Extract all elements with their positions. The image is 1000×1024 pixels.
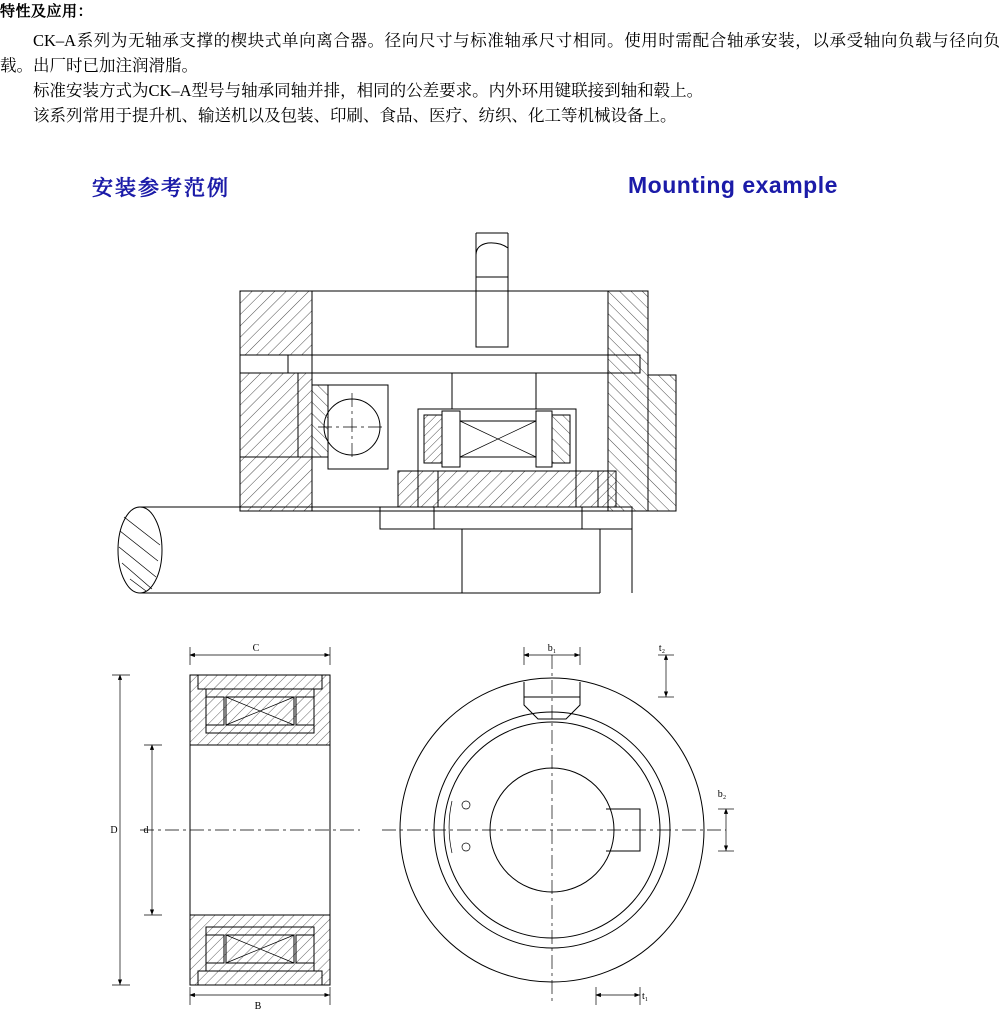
label-C: C xyxy=(252,643,260,654)
front-circular-view xyxy=(382,643,734,1005)
top-assembly-drawing xyxy=(118,233,676,593)
label-t1: t₁ xyxy=(642,991,649,1002)
label-b2: b₂ xyxy=(717,789,727,800)
paragraph-3: 该系列常用于提升机、输送机以及包装、印刷、食品、医疗、纺织、化工等机械设备上。 xyxy=(33,106,677,125)
body-text xyxy=(0,28,1000,128)
label-b1: b₁ xyxy=(547,643,557,654)
label-B: B xyxy=(254,1001,262,1012)
mounting-example-figure xyxy=(0,215,1000,615)
figure-headings xyxy=(0,172,1000,212)
paragraph-2: 标准安装方式为CK–A型号与轴承同轴并排，相同的公差要求。内外环用键联接到轴和毂上。 xyxy=(33,81,704,100)
dimension-figure xyxy=(0,625,1000,1024)
label-D: D xyxy=(110,825,118,836)
label-d: d xyxy=(143,825,149,836)
heading-english: Mounting example xyxy=(628,172,838,198)
label-t2: t₂ xyxy=(658,643,666,654)
section-title: 特性及应用： xyxy=(0,3,94,20)
side-section-view xyxy=(110,643,360,1012)
paragraph-1: CK–A系列为无轴承支撑的楔块式单向离合器。径向尺寸与标准轴承尺寸相同。使用时需配合轴承安装，以承受轴向负载与径向负载。出厂时已加注润滑脂。 xyxy=(0,31,1000,75)
heading-chinese: 安装参考范例 xyxy=(92,177,230,200)
